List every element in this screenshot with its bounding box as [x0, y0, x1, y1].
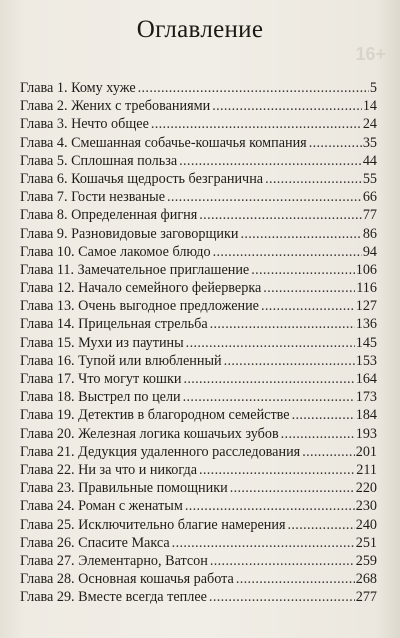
page-number: 44 [362, 152, 377, 169]
dot-leader [236, 570, 355, 588]
page-number: 220 [355, 480, 377, 497]
toc-entry-title [20, 97, 212, 115]
toc-row [20, 497, 377, 515]
toc-entry-title [20, 516, 288, 534]
chapter-number: Глава 22. [20, 461, 75, 478]
dot-leader [224, 352, 355, 370]
chapter-title: Спасите Макса [78, 534, 170, 551]
toc-row [20, 425, 377, 443]
chapter-number: Глава 18. [20, 389, 75, 406]
chapter-title: Разновидовые заговорщики [71, 225, 239, 242]
toc-entry-title [20, 79, 138, 97]
toc-row [20, 225, 377, 243]
dot-leader [151, 115, 362, 133]
dot-leader [183, 388, 355, 406]
page-number: 277 [355, 589, 377, 606]
page-number: 184 [355, 407, 377, 424]
toc-row [20, 79, 377, 97]
chapter-title: Кошачья щедрость безгранична [71, 170, 264, 187]
chapter-title: Очень выгодное предложение [78, 298, 259, 315]
toc-entry-title [20, 552, 210, 570]
toc-row [20, 516, 377, 534]
toc-entry-title [20, 225, 240, 243]
page-title: Оглавление [136, 16, 264, 43]
dot-leader [302, 443, 355, 461]
toc-row [20, 479, 377, 497]
page-number: 14 [362, 98, 377, 115]
toc-row [20, 206, 377, 224]
chapter-title: Что могут кошки [78, 371, 182, 387]
page-number: 94 [362, 243, 377, 260]
page-number: 24 [362, 116, 377, 133]
toc-entry-title [20, 170, 265, 188]
dot-leader [183, 370, 354, 388]
dot-leader [213, 243, 362, 261]
dot-leader [240, 225, 361, 243]
chapter-title: Гости незваные [71, 189, 165, 206]
chapter-title: Дедукция удаленного расследования [78, 443, 301, 460]
chapter-title: Вместе всегда теплее [78, 589, 207, 606]
chapter-number: Глава 5. [20, 152, 68, 169]
toc-row [20, 297, 377, 315]
toc-entry-title [20, 134, 309, 152]
dot-leader [251, 261, 354, 279]
chapter-number: Глава 4. [20, 134, 68, 151]
page-number: 230 [355, 498, 377, 515]
page-number: 116 [356, 280, 377, 297]
page-number: 251 [355, 534, 377, 551]
toc-entry-title [20, 352, 224, 370]
page-number: 164 [355, 371, 377, 387]
toc-row [20, 352, 377, 370]
chapter-title: Железная логика кошачьих зубов [78, 425, 279, 442]
chapter-number: Глава 20. [20, 425, 75, 442]
chapter-title: Правильные помощники [78, 480, 228, 497]
chapter-title: Кому хуже [71, 80, 136, 96]
toc-entry-title [20, 261, 251, 279]
chapter-number: Глава 3. [20, 116, 68, 133]
chapter-number: Глава 15. [20, 334, 75, 351]
page-number: 106 [355, 261, 377, 278]
page-number: 86 [362, 225, 377, 242]
chapter-number: Глава 1. [20, 80, 68, 96]
page-number: 35 [362, 134, 377, 151]
chapter-number: Глава 24. [20, 498, 75, 515]
chapter-number: Глава 14. [20, 316, 75, 333]
chapter-number: Глава 25. [20, 516, 75, 533]
page-number: 211 [356, 461, 377, 478]
page-number: 173 [355, 389, 377, 406]
toc-row [20, 315, 377, 333]
page-number: 136 [355, 316, 377, 333]
toc-row [20, 134, 377, 152]
toc-row [20, 279, 377, 297]
toc-entry-title [20, 425, 281, 443]
dot-leader [212, 97, 362, 115]
dot-leader [199, 206, 362, 224]
chapter-title: Определенная фигня [71, 207, 198, 224]
page-number: 259 [355, 552, 377, 569]
chapter-title: Начало семейного фейерверка [78, 280, 262, 297]
chapter-number: Глава 7. [20, 189, 68, 206]
chapter-title: Смешанная собачье-кошачья компания [71, 134, 307, 151]
toc-entry-title [20, 388, 183, 406]
toc-entry-title [20, 315, 210, 333]
toc-row [20, 261, 377, 279]
toc-row [20, 406, 377, 424]
chapter-title: Самое лакомое блюдо [78, 243, 211, 260]
chapter-number: Глава 9. [20, 225, 68, 242]
chapter-title: Жених с требованиями [71, 98, 211, 115]
toc-entry-title [20, 297, 261, 315]
table-of-contents [20, 79, 377, 606]
dot-leader [138, 79, 369, 97]
page-number: 268 [355, 571, 377, 588]
dot-leader [230, 479, 355, 497]
toc-entry-title [20, 370, 183, 388]
toc-entry-title [20, 588, 209, 606]
chapter-number: Глава 27. [20, 552, 75, 569]
toc-entry-title [20, 206, 199, 224]
toc-entry-title [20, 406, 292, 424]
chapter-title: Прицельная стрельба [78, 316, 208, 333]
chapter-title: Детектив в благородном семействе [78, 407, 290, 424]
chapter-number: Глава 19. [20, 407, 75, 424]
dot-leader [199, 461, 355, 479]
chapter-number: Глава 13. [20, 298, 75, 315]
toc-entry-title [20, 497, 185, 515]
toc-entry-title [20, 443, 302, 461]
page-number: 77 [362, 207, 377, 224]
toc-row [20, 152, 377, 170]
toc-row [20, 188, 377, 206]
page-number: 55 [362, 170, 377, 187]
toc-row [20, 388, 377, 406]
dot-leader [179, 152, 362, 170]
dot-leader [281, 425, 355, 443]
chapter-number: Глава 16. [20, 352, 75, 369]
page-number: 193 [355, 425, 377, 442]
chapter-title: Замечательное приглашение [77, 261, 250, 278]
dot-leader [209, 588, 355, 606]
toc-row [20, 534, 377, 552]
chapter-number: Глава 6. [20, 170, 68, 187]
toc-entry-title [20, 243, 213, 261]
toc-entry-title [20, 534, 172, 552]
chapter-number: Глава 29. [20, 589, 75, 606]
page-number: 145 [355, 334, 377, 351]
page-number: 201 [355, 443, 377, 460]
chapter-title: Выстрел по цели [78, 389, 181, 406]
chapter-title: Исключительно благие намерения [78, 516, 286, 533]
chapter-number: Глава 10. [20, 243, 75, 260]
chapter-number: Глава 11. [20, 261, 75, 278]
chapter-number: Глава 8. [20, 207, 68, 224]
dot-leader [309, 134, 362, 152]
toc-entry-title [20, 188, 167, 206]
toc-row [20, 552, 377, 570]
toc-entry-title [20, 461, 199, 479]
dot-leader [288, 516, 355, 534]
chapter-title: Мухи из паутины [78, 334, 184, 351]
chapter-number: Глава 2. [20, 98, 68, 115]
dot-leader [167, 188, 362, 206]
chapter-number: Глава 17. [20, 371, 75, 387]
chapter-number: Глава 23. [20, 480, 75, 497]
toc-entry-title [20, 279, 263, 297]
dot-leader [186, 334, 355, 352]
dot-leader [210, 315, 355, 333]
page-number: 66 [362, 189, 377, 206]
page-number: 240 [355, 516, 377, 533]
dot-leader [185, 497, 355, 515]
chapter-title: Нечто общее [71, 116, 149, 133]
chapter-number: Глава 21. [20, 443, 75, 460]
toc-row [20, 588, 377, 606]
chapter-number: Глава 28. [20, 571, 75, 588]
toc-row [20, 443, 377, 461]
toc-row [20, 370, 377, 388]
chapter-title: Роман с женатым [78, 498, 183, 515]
chapter-title: Ни за что и никогда [78, 461, 197, 478]
chapter-number: Глава 12. [20, 280, 75, 297]
dot-leader [210, 552, 355, 570]
chapter-title: Элементарно, Ватсон [78, 552, 208, 569]
toc-row [20, 170, 377, 188]
chapter-title: Основная кошачья работа [78, 571, 234, 588]
dot-leader [265, 170, 362, 188]
toc-entry-title [20, 115, 151, 133]
toc-entry-title [20, 334, 186, 352]
chapter-number: Глава 26. [20, 534, 75, 551]
toc-row [20, 334, 377, 352]
chapter-title: Тупой или влюбленный [78, 352, 222, 369]
toc-entry-title [20, 479, 230, 497]
page-number: 153 [355, 352, 377, 369]
chapter-title: Сплошная польза [71, 152, 178, 169]
dot-leader [263, 279, 355, 297]
toc-entry-title [20, 570, 236, 588]
show-through-text: 16+ [355, 44, 386, 64]
toc-row [20, 115, 377, 133]
toc-entry-title [20, 152, 179, 170]
dot-leader [292, 406, 355, 424]
dot-leader [261, 297, 355, 315]
toc-row [20, 570, 377, 588]
toc-row [20, 243, 377, 261]
page-number: 5 [369, 80, 377, 96]
page-number: 127 [355, 298, 377, 315]
dot-leader [172, 534, 355, 552]
toc-row [20, 461, 377, 479]
toc-row [20, 97, 377, 115]
